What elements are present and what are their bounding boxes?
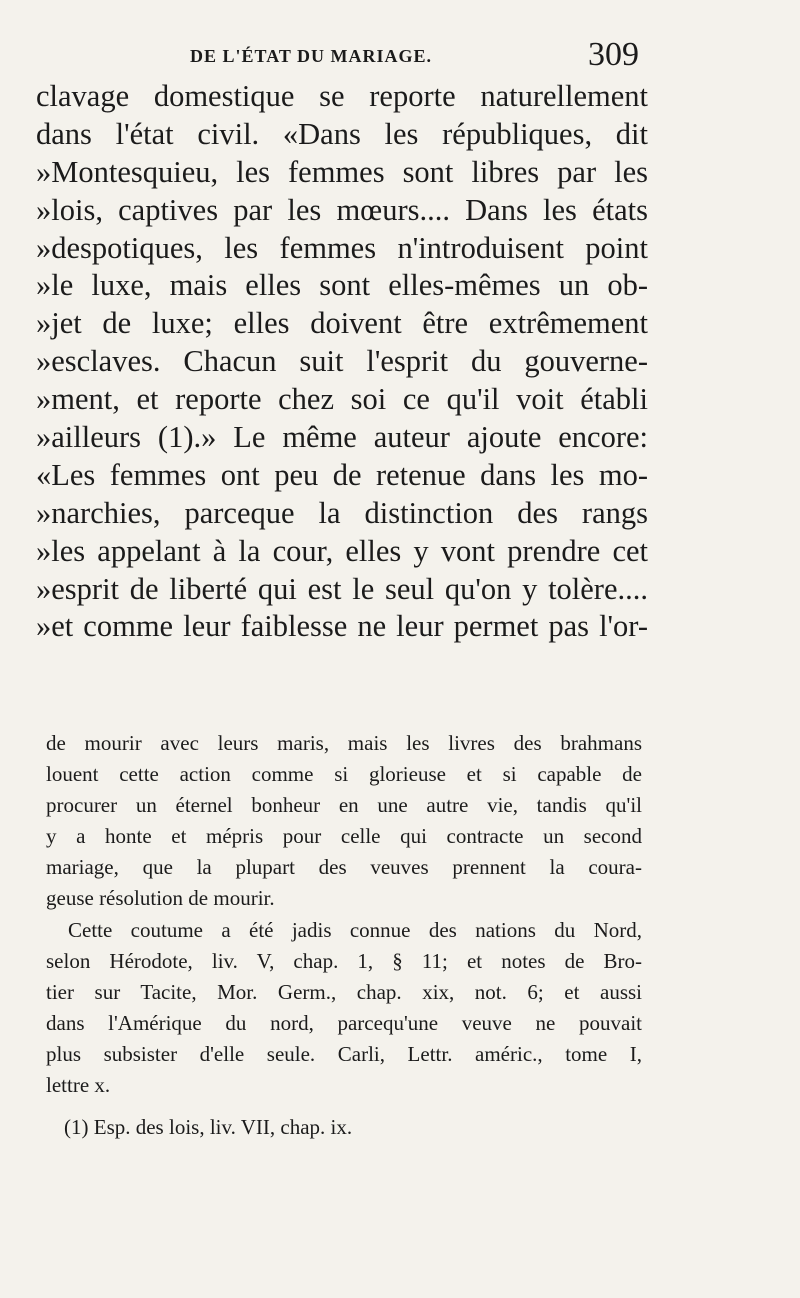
footnote: (1) Esp. des lois, liv. VII, chap. ix. [64, 1115, 353, 1139]
note-line: selon Hérodote, liv. V, chap. 1, § 11; et notes de Bro- [46, 948, 642, 973]
main-text [36, 78, 648, 646]
text-line: »jet de luxe; elles doivent être extrêmement [36, 306, 648, 341]
note-line: Cette coutume a été jadis connue des nations du Nord, [68, 917, 642, 942]
text-line: dans l'état civil. «Dans les républiques, dit [36, 116, 648, 151]
page-header [40, 36, 660, 80]
text-line: clavage domestique se reporte naturellement [36, 79, 648, 113]
note-line: de mourir avec leurs maris, mais les livres des brahmans [46, 731, 642, 755]
text-line: »narchies, parceque la distinction des rangs [36, 495, 648, 530]
text-line: »Montesquieu, les femmes sont libres par les [36, 154, 648, 189]
note-line: louent cette action comme si glorieuse et si capable de [46, 762, 642, 787]
text-line: »le luxe, mais elles sont elles-mêmes un ob- [36, 268, 648, 303]
text-line: »ailleurs (1).» Le même auteur ajoute encore: [36, 420, 648, 455]
note-line: tier sur Tacite, Mor. Germ., chap. xix, not. 6; et aussi [46, 979, 642, 1004]
page-number: 309 [588, 36, 639, 73]
note-line: lettre x. [46, 1073, 111, 1098]
running-head: DE L'ÉTAT DU MARIAGE. [190, 46, 433, 66]
note-line: y a honte et mépris pour celle qui contracte un second [46, 824, 642, 849]
text-line: »lois, captives par les mœurs.... Dans les états [36, 192, 648, 227]
text-line: »esclaves. Chacun suit l'esprit du gouverne- [36, 344, 648, 379]
text-line: »ment, et reporte chez soi ce qu'il voit établi [36, 382, 648, 417]
text-line: «Les femmes ont peu de retenue dans les mo- [36, 457, 648, 492]
note-line: procurer un éternel bonheur en une autre vie, tandis qu'il [46, 793, 642, 818]
text-line: »despotiques, les femmes n'introduisent point [36, 230, 648, 265]
note-line: dans l'Amérique du nord, parcequ'une veuve ne pouvait [46, 1010, 642, 1035]
note-line: geuse résolution de mourir. [46, 886, 275, 911]
text-line: »esprit de liberté qui est le seul qu'on y tolère.... [36, 571, 648, 606]
text-line: »et comme leur faiblesse ne leur permet pas l'or- [36, 609, 648, 644]
note-line: plus subsister d'elle seule. Carli, Lettr. améric., tome I, [46, 1041, 642, 1066]
note-text [46, 728, 642, 1101]
text-line: »les appelant à la cour, elles y vont prendre cet [36, 533, 648, 568]
note-line: mariage, que la plupart des veuves prennent la coura- [46, 855, 642, 880]
